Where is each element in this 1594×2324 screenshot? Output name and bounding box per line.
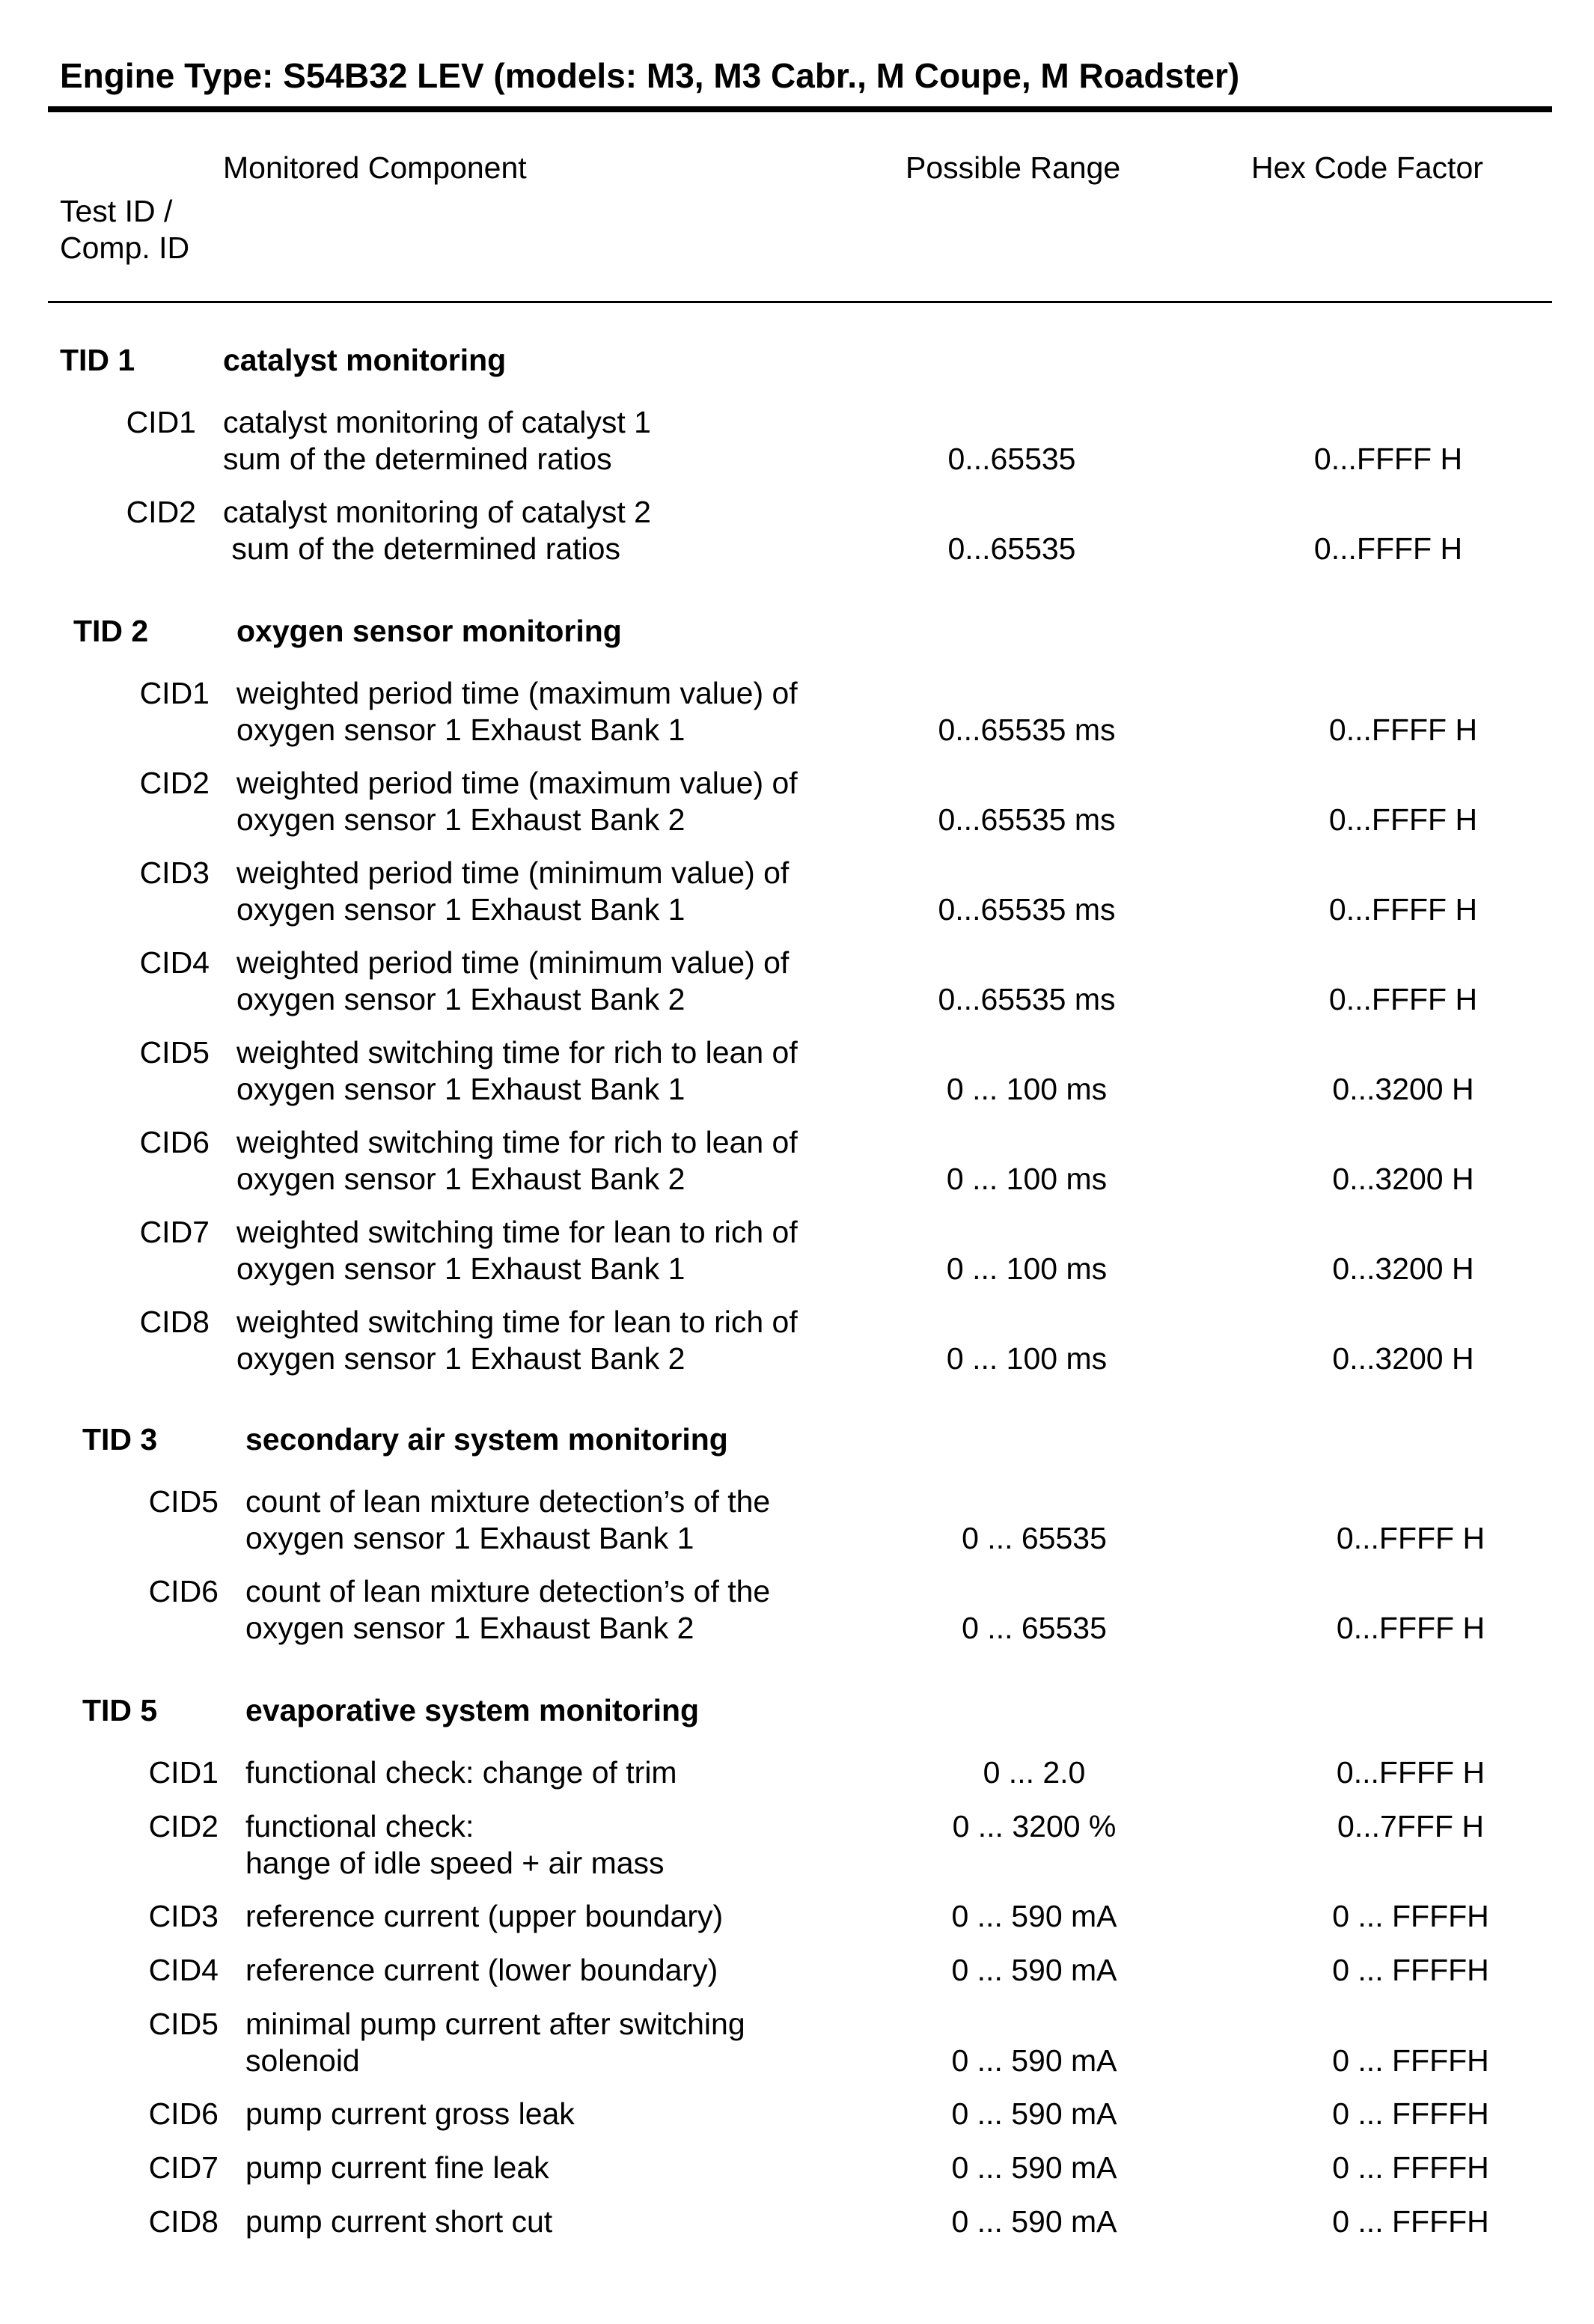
table-row (0, 1304, 1594, 1377)
component-id: CID1 (139, 676, 210, 710)
section-tid: TID 2 (73, 614, 149, 648)
possible-range: 0 ... 65535 (962, 1521, 1107, 1555)
table-row (0, 404, 1594, 478)
table-row (0, 1214, 1594, 1287)
component-description: count of lean mixture detection’s of the oxygen sensor 1 Exhaust Bank 1 (245, 1484, 771, 1555)
hex-code-factor: 0 ... FFFFH (1332, 2096, 1489, 2131)
component-id: CID5 (148, 1484, 219, 1519)
possible-range: 0 ... 590 mA (951, 1899, 1117, 1933)
possible-range: 0...65535 ms (938, 982, 1116, 1016)
hex-code-factor: 0...FFFF H (1313, 531, 1463, 566)
possible-range: 0 ... 65535 (962, 1611, 1107, 1645)
component-description: reference current (lower boundary) (245, 1953, 718, 1987)
possible-range: 0...65535 (947, 442, 1076, 476)
component-description: weighted switching time for rich to lean of oxygen sensor 1 Exhaust Bank 2 (236, 1125, 798, 1196)
table-row (0, 494, 1594, 567)
possible-range: 0 ... 3200 % (952, 1809, 1117, 1843)
hex-code-factor: 0 ... FFFFH (1332, 2204, 1489, 2239)
component-description: pump current fine leak (245, 2150, 549, 2185)
table-row (0, 2006, 1594, 2079)
component-id: CID7 (148, 2150, 219, 2185)
section-tid: TID 5 (82, 1693, 158, 1727)
section-title: oxygen sensor monitoring (236, 614, 622, 648)
component-description: weighted switching time for lean to rich of oxygen sensor 1 Exhaust Bank 1 (236, 1215, 798, 1286)
hex-code-factor: 0 ... FFFFH (1332, 1899, 1489, 1933)
hex-code-factor: 0...FFFF H (1328, 982, 1478, 1016)
section-title: evaporative system monitoring (245, 1693, 700, 1727)
table-row (0, 1808, 1594, 1882)
hex-code-factor: 0...FFFF H (1336, 1521, 1485, 1555)
component-id: CID6 (148, 1574, 219, 1608)
component-id: CID3 (148, 1899, 219, 1933)
section-tid: TID 3 (82, 1422, 158, 1457)
table-row (0, 855, 1594, 928)
hex-code-factor: 0 ... FFFFH (1332, 1953, 1489, 1987)
component-description: reference current (upper boundary) (245, 1899, 724, 1933)
possible-range: 0 ... 100 ms (946, 1072, 1108, 1106)
header-hex-code-factor: Hex Code Factor (1251, 150, 1483, 185)
component-description: weighted switching time for lean to rich of oxygen sensor 1 Exhaust Bank 2 (236, 1305, 798, 1376)
hex-code-factor: 0...7FFF H (1337, 1809, 1484, 1843)
possible-range: 0 ... 2.0 (983, 1755, 1086, 1790)
component-description: pump current gross leak (245, 2096, 575, 2131)
page-title: Engine Type: S54B32 LEV (models: M3, M3 Cabr., M Coupe, M Roadster) (60, 56, 1240, 95)
component-id: CID2 (148, 1809, 219, 1843)
component-id: CID7 (139, 1215, 210, 1249)
hex-code-factor: 0...3200 H (1332, 1162, 1474, 1196)
hex-code-factor: 0...FFFF H (1336, 1755, 1485, 1790)
component-id: CID5 (139, 1035, 210, 1070)
table-row (0, 2203, 1594, 2240)
component-id: CID8 (148, 2204, 219, 2239)
hex-code-factor: 0...3200 H (1332, 1072, 1474, 1106)
possible-range: 0 ... 100 ms (946, 1251, 1108, 1286)
possible-range: 0...65535 ms (938, 802, 1116, 837)
hex-code-factor: 0 ... FFFFH (1332, 2150, 1489, 2185)
table-row (0, 945, 1594, 1018)
component-id: CID6 (148, 2096, 219, 2131)
table-row (0, 2150, 1594, 2186)
component-description: weighted period time (maximum value) of oxygen sensor 1 Exhaust Bank 2 (236, 766, 798, 837)
title-rule (48, 106, 1552, 112)
possible-range: 0 ... 100 ms (946, 1162, 1108, 1196)
header-possible-range: Possible Range (906, 150, 1121, 185)
table-row (0, 1754, 1594, 1791)
possible-range: 0 ... 590 mA (951, 2096, 1117, 2131)
hex-code-factor: 0...3200 H (1332, 1341, 1474, 1376)
possible-range: 0 ... 590 mA (951, 2043, 1117, 2078)
component-description: weighted period time (minimum value) of oxygen sensor 1 Exhaust Bank 2 (236, 945, 790, 1016)
table-row (0, 1898, 1594, 1935)
component-description: catalyst monitoring of catalyst 1 sum of the determined ratios (223, 405, 651, 476)
component-description: functional check: change of trim (245, 1755, 677, 1790)
component-description: weighted period time (maximum value) of oxygen sensor 1 Exhaust Bank 1 (236, 676, 798, 747)
header-rule (48, 301, 1552, 303)
header-test-id (60, 193, 189, 266)
possible-range: 0 ... 590 mA (951, 1953, 1117, 1987)
component-id: CID6 (139, 1125, 210, 1159)
table-row (0, 1124, 1594, 1198)
possible-range: 0...65535 ms (938, 713, 1116, 747)
hex-code-factor: 0 ... FFFFH (1332, 2043, 1489, 2078)
component-id: CID2 (126, 495, 196, 529)
component-id: CID5 (148, 2007, 219, 2041)
possible-range: 0 ... 590 mA (951, 2204, 1117, 2239)
section-title: catalyst monitoring (223, 343, 507, 377)
component-id: CID1 (148, 1755, 219, 1790)
hex-code-factor: 0...FFFF H (1328, 802, 1478, 837)
possible-range: 0...65535 (947, 531, 1076, 566)
component-id: CID1 (126, 405, 196, 439)
header-monitored-component: Monitored Component (223, 150, 527, 185)
possible-range: 0 ... 590 mA (951, 2150, 1117, 2185)
hex-code-factor: 0...FFFF H (1336, 1611, 1485, 1645)
component-description: catalyst monitoring of catalyst 2 sum of the determined ratios (223, 495, 651, 566)
hex-code-factor: 0...FFFF H (1328, 892, 1478, 927)
component-id: CID4 (148, 1953, 219, 1987)
component-description: weighted switching time for rich to lean of oxygen sensor 1 Exhaust Bank 1 (236, 1035, 798, 1106)
table-row (0, 675, 1594, 748)
component-description: minimal pump current after switching solenoid (245, 2007, 745, 2078)
hex-code-factor: 0...FFFF H (1328, 713, 1478, 747)
table-row (0, 1483, 1594, 1557)
table-row (0, 1034, 1594, 1108)
section-title: secondary air system monitoring (245, 1422, 728, 1457)
possible-range: 0...65535 ms (938, 892, 1116, 927)
header-test-id-text: Test ID / Comp. ID (60, 194, 190, 265)
table-row (0, 1573, 1594, 1647)
component-description: count of lean mixture detection’s of the oxygen sensor 1 Exhaust Bank 2 (245, 1574, 771, 1645)
component-description: functional check: hange of idle speed + air mass (245, 1809, 665, 1880)
component-id: CID2 (139, 766, 210, 800)
component-description: pump current short cut (245, 2204, 553, 2239)
section-tid: TID 1 (60, 343, 135, 377)
hex-code-factor: 0...3200 H (1332, 1251, 1474, 1286)
component-id: CID4 (139, 945, 210, 980)
table-row (0, 765, 1594, 838)
component-description: weighted period time (minimum value) of oxygen sensor 1 Exhaust Bank 1 (236, 856, 790, 927)
component-id: CID8 (139, 1305, 210, 1339)
possible-range: 0 ... 100 ms (946, 1341, 1108, 1376)
table-row (0, 2096, 1594, 2132)
component-id: CID3 (139, 856, 210, 890)
table-row (0, 1952, 1594, 1989)
hex-code-factor: 0...FFFF H (1313, 442, 1463, 476)
